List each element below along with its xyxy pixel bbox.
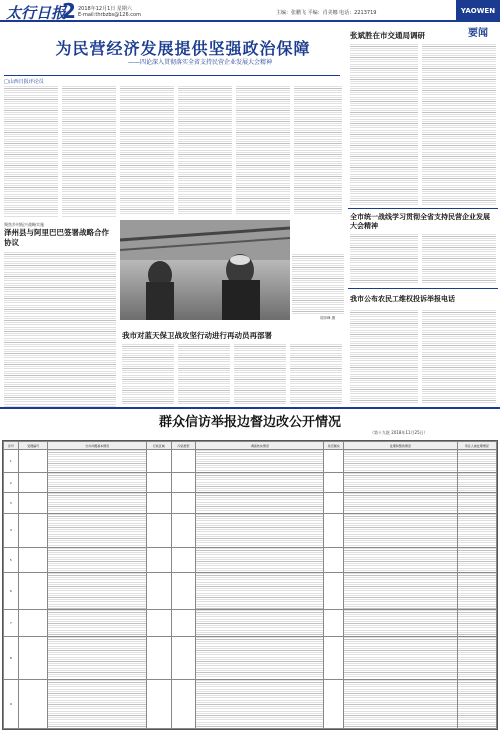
table-header-cell: 污染类型 bbox=[171, 442, 196, 450]
table-cell bbox=[146, 637, 171, 680]
table-cell: 1 bbox=[4, 450, 19, 473]
article-4-body-3 bbox=[234, 344, 286, 404]
text-lines bbox=[48, 637, 146, 679]
page-number: 2 bbox=[62, 0, 76, 23]
text-lines bbox=[196, 610, 323, 637]
article-4-body-2 bbox=[178, 344, 230, 404]
text-lines bbox=[458, 573, 496, 608]
text-lines bbox=[344, 493, 456, 513]
text-lines bbox=[48, 680, 146, 728]
text-lines bbox=[196, 637, 323, 679]
table-cell bbox=[171, 609, 196, 637]
lead-body-col-2 bbox=[62, 86, 116, 218]
table-cell bbox=[196, 609, 324, 637]
table-header-cell: 序号 bbox=[4, 442, 19, 450]
table-cell bbox=[457, 450, 496, 473]
table-cell bbox=[324, 637, 344, 680]
article-5-body bbox=[350, 310, 418, 404]
divider bbox=[348, 208, 498, 209]
table-cell bbox=[196, 492, 324, 513]
table-cell bbox=[146, 450, 171, 473]
table-row bbox=[4, 679, 497, 728]
table-cell bbox=[457, 547, 496, 573]
table-cell bbox=[196, 513, 324, 547]
article-3-kicker: 聚焦乡村振兴战略实施 bbox=[4, 222, 44, 227]
table-cell bbox=[171, 547, 196, 573]
article-2-headline: 全市统一战线学习贯彻全省支持民营企业发展大会精神 bbox=[350, 212, 490, 230]
table-cell bbox=[324, 473, 344, 492]
table-cell bbox=[457, 679, 496, 728]
lead-body-col-4 bbox=[178, 86, 232, 216]
text-lines bbox=[344, 548, 456, 573]
table-cell bbox=[171, 492, 196, 513]
article-2-body-2 bbox=[422, 234, 496, 284]
text-lines bbox=[458, 680, 496, 728]
table-cell bbox=[48, 492, 147, 513]
table-cell bbox=[344, 637, 457, 680]
photo-byline: 胡彦峰 摄 bbox=[320, 316, 336, 320]
editor-line: 主编：张鹏飞 平编：肖美娜 电话：2213719 bbox=[276, 10, 377, 16]
table-header-cell: 是否属实 bbox=[324, 442, 344, 450]
table-row bbox=[4, 513, 497, 547]
table-cell bbox=[146, 513, 171, 547]
table-cell bbox=[18, 547, 48, 573]
text-lines bbox=[196, 493, 323, 513]
table-cell: 6 bbox=[4, 573, 19, 609]
table-header-cell: 行政区域 bbox=[146, 442, 171, 450]
text-lines bbox=[196, 450, 323, 472]
lead-byline: □山西日报评论员 bbox=[4, 79, 44, 85]
table-cell bbox=[196, 473, 324, 492]
table-header-row bbox=[4, 442, 497, 450]
article-4-body-1 bbox=[122, 344, 174, 404]
table-cell bbox=[171, 679, 196, 728]
lead-body-col-6 bbox=[294, 86, 342, 216]
table-cell bbox=[48, 473, 147, 492]
text-lines bbox=[344, 573, 456, 608]
table-cell bbox=[324, 609, 344, 637]
table-cell bbox=[196, 679, 324, 728]
table-cell bbox=[324, 573, 344, 609]
news-photo bbox=[120, 220, 290, 320]
text-lines bbox=[48, 610, 146, 637]
table-cell bbox=[344, 473, 457, 492]
text-lines bbox=[458, 493, 496, 513]
text-lines bbox=[458, 514, 496, 547]
table-row bbox=[4, 450, 497, 473]
table-cell bbox=[344, 609, 457, 637]
article-5-body-2 bbox=[422, 310, 496, 404]
text-lines bbox=[48, 548, 146, 573]
text-lines bbox=[458, 473, 496, 491]
text-lines bbox=[344, 473, 456, 491]
table-cell bbox=[48, 637, 147, 680]
table-cell bbox=[196, 637, 324, 680]
table-cell bbox=[196, 547, 324, 573]
table-cell bbox=[146, 679, 171, 728]
table-row bbox=[4, 637, 497, 680]
table-header-cell: 处理和整改情况 bbox=[344, 442, 457, 450]
table-cell bbox=[146, 573, 171, 609]
table-cell bbox=[324, 492, 344, 513]
article-4-headline: 我市对蓝天保卫战攻坚行动进行再动员再部署 bbox=[122, 331, 272, 340]
lead-body-col-5 bbox=[236, 86, 290, 216]
section-name: 要闻 bbox=[468, 28, 488, 39]
table-cell bbox=[457, 573, 496, 609]
text-lines bbox=[196, 514, 323, 547]
table-cell bbox=[171, 637, 196, 680]
table-cell bbox=[457, 492, 496, 513]
table-cell bbox=[146, 609, 171, 637]
table-cell bbox=[344, 450, 457, 473]
lead-body-col-1 bbox=[4, 86, 58, 218]
table-cell bbox=[48, 679, 147, 728]
newspaper-logo: 太行日报 bbox=[6, 4, 67, 22]
table-cell bbox=[48, 450, 147, 473]
table-cell bbox=[344, 547, 457, 573]
table-cell bbox=[18, 609, 48, 637]
table-row bbox=[4, 492, 497, 513]
table-cell: 5 bbox=[4, 547, 19, 573]
table-cell bbox=[324, 679, 344, 728]
table-header-cell: 调查核实情况 bbox=[196, 442, 324, 450]
article-1-body bbox=[350, 44, 418, 206]
table-cell bbox=[171, 450, 196, 473]
table-cell bbox=[196, 450, 324, 473]
table-cell bbox=[18, 450, 48, 473]
table-cell bbox=[324, 513, 344, 547]
table-cell bbox=[18, 573, 48, 609]
table-cell bbox=[146, 473, 171, 492]
table-cell: 7 bbox=[4, 609, 19, 637]
lead-headline: 为民营经济发展提供坚强政治保障 bbox=[55, 39, 311, 58]
table-cell bbox=[457, 609, 496, 637]
text-lines bbox=[48, 473, 146, 491]
text-lines bbox=[48, 573, 146, 608]
text-lines bbox=[48, 493, 146, 513]
text-lines bbox=[48, 514, 146, 547]
table-cell: 2 bbox=[4, 473, 19, 492]
article-3-headline: 泽州县与阿里巴巴签署战略合作协议 bbox=[4, 228, 109, 247]
table-cell bbox=[344, 513, 457, 547]
table-row bbox=[4, 547, 497, 573]
text-lines bbox=[458, 450, 496, 472]
article-1-headline: 张斌胜在市交通局调研 bbox=[350, 31, 425, 40]
table-cell bbox=[48, 573, 147, 609]
text-lines bbox=[196, 548, 323, 573]
table-cell bbox=[324, 547, 344, 573]
table-header-cell: 交办问题基本情况 bbox=[48, 442, 147, 450]
article-4-body-4 bbox=[290, 344, 342, 404]
table-cell bbox=[344, 679, 457, 728]
table-cell: 3 bbox=[4, 492, 19, 513]
table-cell bbox=[457, 513, 496, 547]
section-brand: YAOWEN bbox=[456, 0, 500, 22]
table-cell bbox=[171, 573, 196, 609]
lead-body-col-3 bbox=[120, 86, 174, 216]
text-lines bbox=[48, 450, 146, 472]
text-lines bbox=[344, 637, 456, 679]
table-cell bbox=[18, 679, 48, 728]
table-cell bbox=[344, 492, 457, 513]
table-cell bbox=[457, 637, 496, 680]
text-lines bbox=[196, 473, 323, 491]
text-lines bbox=[458, 548, 496, 573]
table-cell: 8 bbox=[4, 637, 19, 680]
article-2-body bbox=[350, 234, 418, 284]
table-cell bbox=[171, 473, 196, 492]
table-cell bbox=[18, 513, 48, 547]
text-lines bbox=[344, 514, 456, 547]
text-lines bbox=[458, 610, 496, 637]
table-cell bbox=[48, 609, 147, 637]
table-header-cell: 受理编号 bbox=[18, 442, 48, 450]
text-lines bbox=[344, 610, 456, 637]
table-cell bbox=[146, 492, 171, 513]
article-3-body bbox=[4, 252, 116, 407]
table-header-cell: 责任人被处理情况 bbox=[457, 442, 496, 450]
divider bbox=[0, 407, 500, 409]
table-cell: 4 bbox=[4, 513, 19, 547]
text-lines bbox=[344, 680, 456, 728]
text-lines bbox=[344, 450, 456, 472]
text-lines bbox=[196, 573, 323, 608]
divider bbox=[348, 288, 498, 289]
table-cell bbox=[48, 513, 147, 547]
table-cell bbox=[171, 513, 196, 547]
notice-headline: 群众信访举报边督边改公开情况 bbox=[158, 415, 341, 430]
complaints-table bbox=[2, 440, 498, 730]
article-5-headline: 我市公布农民工维权投诉举报电话 bbox=[350, 294, 455, 303]
table-cell bbox=[196, 573, 324, 609]
date-line: 2018年12月1日 星期六 bbox=[78, 6, 132, 12]
table-cell bbox=[18, 492, 48, 513]
table-cell bbox=[344, 573, 457, 609]
table-cell bbox=[48, 547, 147, 573]
table-cell bbox=[18, 637, 48, 680]
table-cell bbox=[457, 473, 496, 492]
table-row bbox=[4, 609, 497, 637]
email-line: E-mail:thrbzbs@126.com bbox=[78, 12, 141, 18]
notice-batch: （第十九批 2018年11月25日） bbox=[370, 430, 428, 435]
photo-caption bbox=[292, 254, 344, 314]
table-cell bbox=[18, 473, 48, 492]
article-1-body-2 bbox=[422, 44, 496, 206]
table-cell bbox=[146, 547, 171, 573]
table-cell: 9 bbox=[4, 679, 19, 728]
table-row bbox=[4, 573, 497, 609]
text-lines bbox=[196, 680, 323, 728]
lead-subheadline: ——四论深入贯彻落实全省支持民营企业发展大会精神 bbox=[127, 59, 272, 66]
table-row bbox=[4, 473, 497, 492]
workers-photo-icon bbox=[120, 220, 290, 320]
text-lines bbox=[458, 637, 496, 679]
table-cell bbox=[324, 450, 344, 473]
divider bbox=[4, 75, 340, 76]
